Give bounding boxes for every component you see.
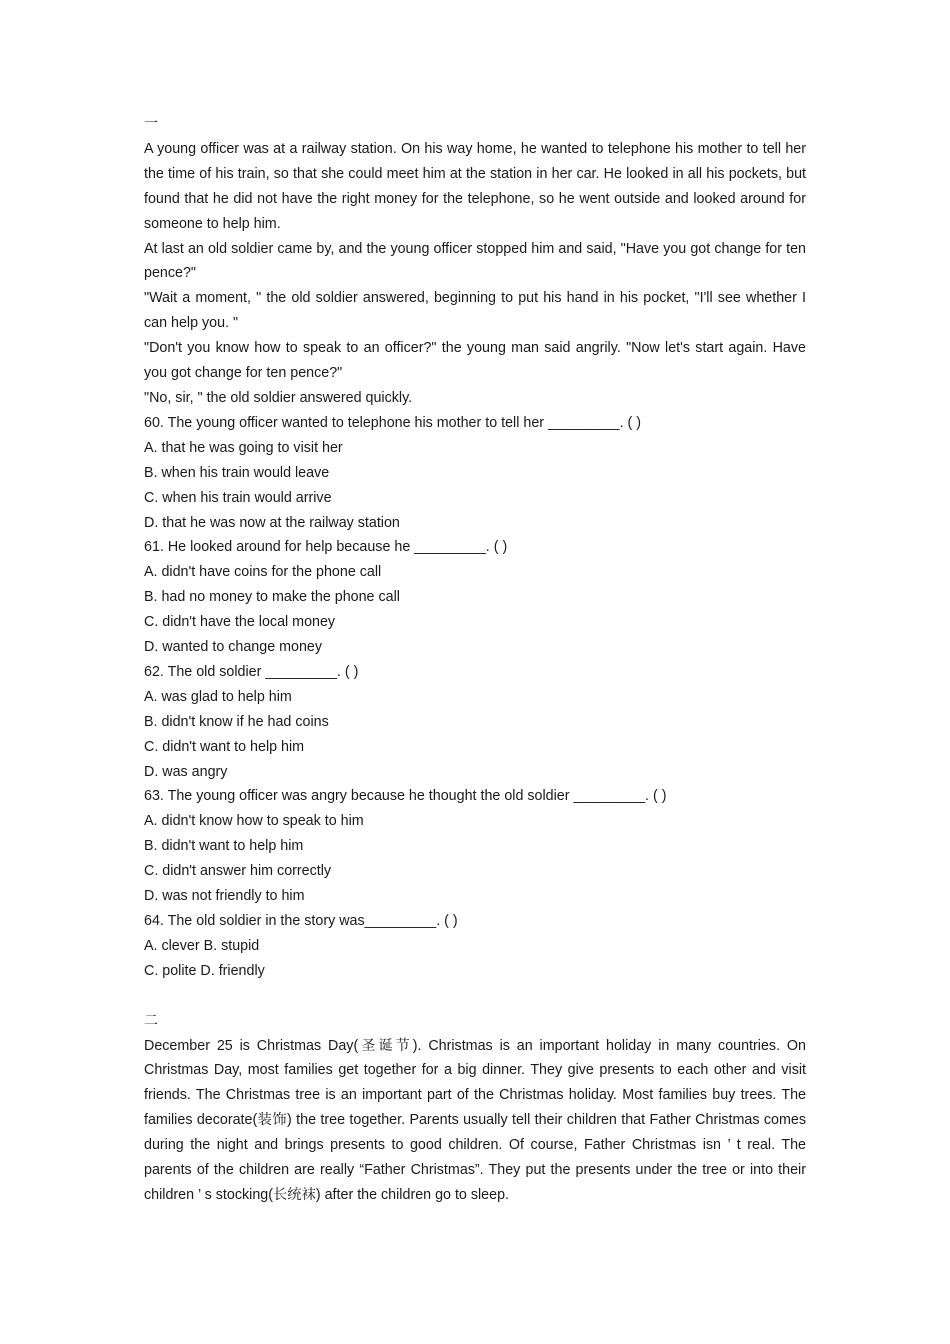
- option-a: A. didn't know how to speak to him: [144, 813, 364, 830]
- option-b: B. didn't want to help him: [144, 838, 304, 855]
- question-stem: 62. The old soldier _________. ( ): [144, 663, 359, 680]
- question-60: [144, 411, 806, 536]
- question-stem: 63. The young officer was angry because he thought the old soldier _________. ( ): [144, 788, 667, 805]
- section-2-passage: December 25 is Christmas Day(圣诞节). Christmas is an important holiday in many countries. On Christmas Day, most families get together for a big dinner. They give presents to each other and visit friends. The Christmas tree is an important part of the Christmas holiday. Most families buy trees. The families decorate(装饰) the tree together. Parents usually tell their children that Father Christmas comes during the night and brings presents to good children. Of course, Father Christmas isn ’ t real. The parents of the children are really “Father Christmas”. They put the presents under the tree or into their children ’ s stocking(长统袜) after the children go to sleep.: [144, 1037, 806, 1203]
- option-a: A. was glad to help him: [144, 688, 292, 705]
- option-c: C. didn't want to help him: [144, 738, 305, 755]
- option-d: D. wanted to change money: [144, 639, 323, 656]
- passage-paragraph-5: "No, sir, " the old soldier answered quickly.: [144, 389, 413, 406]
- question-61: [144, 535, 806, 660]
- passage-paragraph-2: At last an old soldier came by, and the young officer stopped him and said, "Have you got change for ten pence?": [144, 240, 806, 282]
- question-62: [144, 660, 806, 785]
- option-c: C. didn't have the local money: [144, 614, 336, 631]
- passage-paragraph-1: A young officer was at a railway station. On his way home, he wanted to telephone his mother to tell her the time of his train, so that she could meet him at the station in her car. He looked in all his pockets, but found that he did not have the right money for the telephone, so he went outside and looked around for someone to help him.: [144, 140, 806, 232]
- option-d: D. was angry: [144, 763, 228, 780]
- question-stem: 64. The old soldier in the story was_________. ( ): [144, 913, 458, 929]
- question-63: [144, 784, 806, 909]
- passage-paragraph-3: "Wait a moment, " the old soldier answered, beginning to put his hand in his pocket, "I'll see whether I can help you. ": [144, 290, 806, 332]
- passage-paragraph-4: "Don't you know how to speak to an officer?" the young man said angrily. "Now let's start again. Have you got change for ten pence?": [144, 340, 806, 382]
- option-a-b: A. clever B. stupid: [144, 937, 260, 954]
- section-spacer: [144, 984, 806, 1009]
- option-d: D. that he was now at the railway station: [144, 514, 400, 531]
- option-c-d: C. polite D. friendly: [144, 962, 265, 979]
- question-stem: 61. He looked around for help because he _________. ( ): [144, 539, 508, 556]
- document-content: [144, 112, 806, 1208]
- option-b: B. had no money to make the phone call: [144, 589, 400, 606]
- option-b: B. when his train would leave: [144, 464, 330, 481]
- option-c: C. when his train would arrive: [144, 489, 332, 506]
- option-b: B. didn't know if he had coins: [144, 713, 329, 730]
- question-64: [144, 909, 806, 984]
- option-d: D. was not friendly to him: [144, 888, 305, 905]
- option-a: A. didn't have coins for the phone call: [144, 564, 382, 581]
- section-2-heading: 二: [144, 1012, 158, 1029]
- section-1-heading: 一: [144, 116, 158, 132]
- option-c: C. didn't answer him correctly: [144, 863, 332, 880]
- option-a: A. that he was going to visit her: [144, 439, 343, 456]
- question-stem: 60. The young officer wanted to telephone his mother to tell her _________. ( ): [144, 414, 642, 431]
